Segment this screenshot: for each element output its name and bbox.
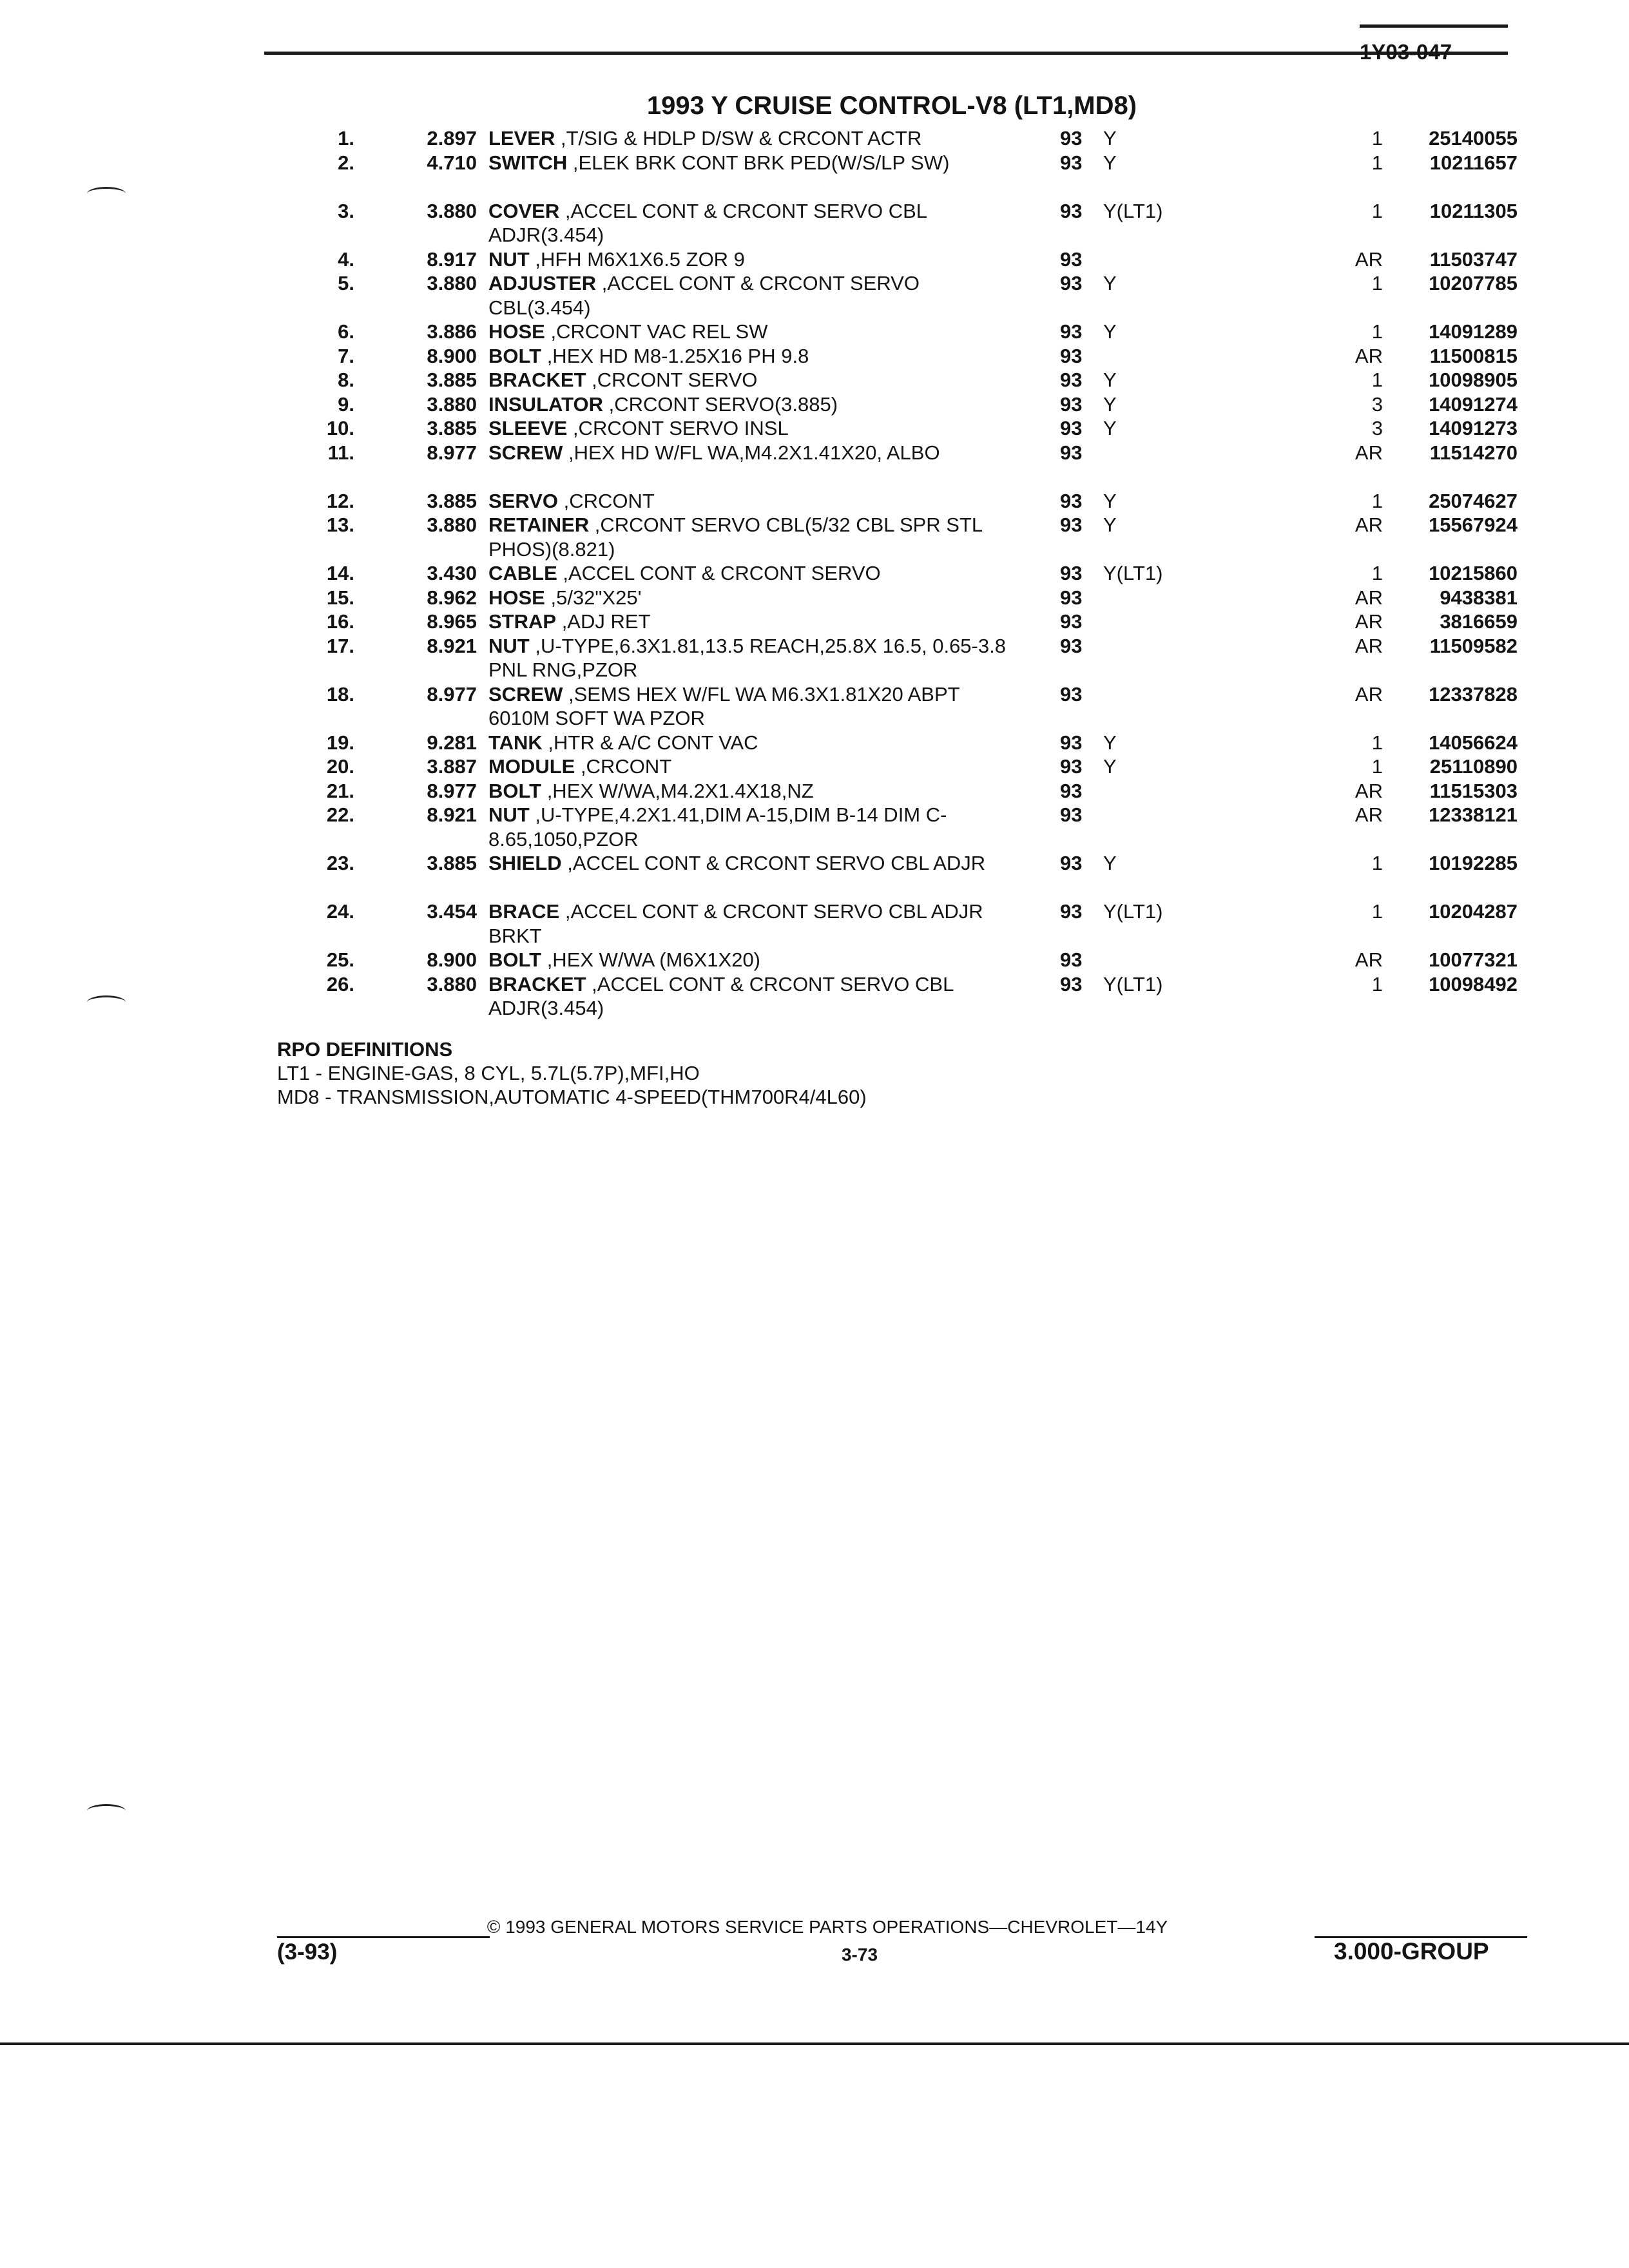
table-row — [0, 899, 1629, 948]
group-number: 3.880 — [427, 972, 477, 995]
part-description — [488, 851, 1017, 876]
part-name: SWITCH — [488, 151, 568, 174]
group-number: 3.885 — [427, 489, 477, 512]
item-number: 16. — [326, 610, 354, 633]
quantity: 3 — [1334, 416, 1383, 441]
rpo-line-md8: MD8 - TRANSMISSION,AUTOMATIC 4-SPEED(THM700R4/4L60) — [277, 1086, 867, 1108]
quantity: AR — [1334, 586, 1383, 610]
part-name: STRAP — [488, 610, 557, 633]
table-row — [0, 247, 1629, 272]
part-name: HOSE — [488, 320, 545, 343]
part-detail: ,CRCONT — [575, 755, 672, 778]
model-year: 93 — [1060, 586, 1109, 610]
part-detail: ,5/32"X25' — [545, 586, 642, 609]
part-name: BRACKET — [488, 369, 586, 391]
item-number: 23. — [326, 852, 354, 874]
part-name: BRACE — [488, 900, 560, 923]
table-row — [0, 271, 1629, 320]
model-year: 93 — [1060, 561, 1109, 586]
quantity: AR — [1334, 247, 1383, 272]
part-name: LEVER — [488, 127, 555, 149]
quantity: 1 — [1334, 899, 1383, 924]
quantity: AR — [1334, 634, 1383, 658]
part-detail: ,HFH M6X1X6.5 ZOR 9 — [529, 247, 745, 271]
part-number: 9438381 — [1440, 586, 1518, 609]
part-name: CABLE — [488, 562, 557, 584]
table-row — [0, 948, 1629, 972]
table-row — [0, 682, 1629, 731]
part-number: 10207785 — [1429, 272, 1518, 294]
model-code: Y — [1103, 151, 1183, 175]
item-number: 5. — [338, 272, 354, 294]
bottom-rule — [0, 2042, 1629, 2045]
quantity: AR — [1334, 344, 1383, 369]
group-number: 8.900 — [427, 344, 477, 367]
part-description — [488, 344, 1017, 369]
part-description — [488, 271, 1017, 320]
model-code: Y — [1103, 513, 1183, 537]
model-code: Y — [1103, 271, 1183, 296]
group-number: 3.880 — [427, 514, 477, 536]
part-name: MODULE — [488, 755, 575, 778]
part-number: 11500815 — [1429, 344, 1518, 367]
part-description — [488, 972, 1017, 1021]
item-number: 3. — [338, 199, 354, 222]
part-number: 11503747 — [1429, 247, 1518, 271]
part-detail: ,HEX HD M8-1.25X16 PH 9.8 — [541, 344, 809, 367]
part-detail: ,HEX HD W/FL WA,M4.2X1.41X20, ALBO — [563, 441, 940, 464]
part-number: 14091289 — [1429, 320, 1518, 343]
quantity: 3 — [1334, 392, 1383, 417]
part-description — [488, 682, 1017, 731]
part-number: 15567924 — [1429, 514, 1518, 536]
part-description — [488, 416, 1017, 441]
model-code: Y — [1103, 392, 1183, 417]
part-name: TANK — [488, 731, 543, 754]
part-description — [488, 247, 1017, 272]
item-number: 1. — [338, 127, 354, 149]
footer-copyright: © 1993 GENERAL MOTORS SERVICE PARTS OPERATIONS—CHEVROLET—14Y — [487, 1917, 1168, 1937]
part-name: COVER — [488, 199, 560, 222]
part-description — [488, 634, 1017, 682]
model-year: 93 — [1060, 513, 1109, 537]
part-number: 25110890 — [1429, 755, 1518, 778]
group-number: 8.965 — [427, 610, 477, 633]
quantity: AR — [1334, 682, 1383, 707]
item-number: 21. — [326, 779, 354, 802]
item-number: 9. — [338, 392, 354, 416]
table-row — [0, 320, 1629, 344]
model-year: 93 — [1060, 610, 1109, 634]
model-year: 93 — [1060, 247, 1109, 272]
model-year: 93 — [1060, 151, 1109, 175]
model-year: 93 — [1060, 851, 1109, 876]
part-description — [488, 126, 1017, 151]
part-detail: ,U-TYPE,6.3X1.81,13.5 REACH,25.8X 16.5, 0.65-3.8 PNL RNG,PZOR — [488, 634, 1006, 681]
model-code: Y — [1103, 731, 1183, 755]
part-number: 10098905 — [1429, 369, 1518, 391]
item-number: 14. — [326, 562, 354, 584]
table-row — [0, 392, 1629, 417]
group-number: 3.430 — [427, 562, 477, 584]
quantity: AR — [1334, 441, 1383, 465]
group-number: 3.880 — [427, 199, 477, 222]
part-description — [488, 779, 1017, 803]
model-code: Y(LT1) — [1103, 972, 1183, 997]
model-code: Y — [1103, 851, 1183, 876]
model-year: 93 — [1060, 271, 1109, 296]
model-code: Y — [1103, 320, 1183, 344]
item-number: 18. — [326, 682, 354, 706]
part-number: 10077321 — [1429, 948, 1518, 971]
part-number: 25140055 — [1429, 127, 1518, 149]
part-detail: ,ACCEL CONT & CRCONT SERVO CBL ADJR(3.454) — [488, 199, 927, 246]
group-number: 8.900 — [427, 948, 477, 971]
group-number: 8.977 — [427, 779, 477, 802]
item-number: 2. — [338, 151, 354, 174]
quantity: 1 — [1334, 489, 1383, 514]
footer-group: 3.000-GROUP — [1334, 1938, 1489, 1965]
part-name: BOLT — [488, 948, 542, 971]
footer-page-number: 3-73 — [841, 1945, 878, 1965]
model-code: Y(LT1) — [1103, 199, 1183, 224]
item-number: 20. — [326, 755, 354, 778]
item-number: 25. — [326, 948, 354, 971]
group-number: 8.921 — [427, 803, 477, 826]
part-detail: ,SEMS HEX W/FL WA M6.3X1.81X20 ABPT 6010M SOFT WA PZOR — [488, 682, 960, 729]
table-row — [0, 513, 1629, 561]
part-name: SCREW — [488, 682, 563, 706]
model-year: 93 — [1060, 199, 1109, 224]
table-row — [0, 416, 1629, 441]
table-row — [0, 634, 1629, 682]
model-year: 93 — [1060, 779, 1109, 803]
part-detail: ,T/SIG & HDLP D/SW & CRCONT ACTR — [555, 127, 922, 149]
group-number: 3.887 — [427, 755, 477, 778]
rpo-definitions — [277, 1037, 867, 1109]
model-year: 93 — [1060, 972, 1109, 997]
model-year: 93 — [1060, 392, 1109, 417]
part-number: 14056624 — [1429, 731, 1518, 754]
quantity: 1 — [1334, 754, 1383, 779]
group-number: 8.921 — [427, 634, 477, 657]
group-number: 3.880 — [427, 272, 477, 294]
parts-list — [0, 126, 1629, 1021]
part-number: 14091274 — [1429, 392, 1518, 416]
part-detail: ,HTR & A/C CONT VAC — [542, 731, 758, 754]
quantity: AR — [1334, 610, 1383, 634]
model-code: Y — [1103, 368, 1183, 392]
top-rule — [264, 52, 1508, 55]
part-name: BOLT — [488, 344, 542, 367]
item-number: 12. — [326, 489, 354, 512]
part-detail: ,ADJ RET — [556, 610, 651, 633]
part-number: 10204287 — [1429, 900, 1518, 923]
model-year: 93 — [1060, 754, 1109, 779]
group-number: 4.710 — [427, 151, 477, 174]
footer-date: (3-93) — [277, 1939, 338, 1965]
quantity: AR — [1334, 948, 1383, 972]
part-description — [488, 199, 1017, 247]
part-description — [488, 561, 1017, 586]
part-description — [488, 754, 1017, 779]
part-name: SERVO — [488, 489, 558, 512]
part-number: 10211305 — [1429, 199, 1518, 222]
item-number: 10. — [326, 417, 354, 439]
part-number: 14091273 — [1429, 417, 1518, 439]
group-number: 8.977 — [427, 441, 477, 464]
part-name: ADJUSTER — [488, 272, 597, 294]
item-number: 17. — [326, 634, 354, 657]
part-number: 11514270 — [1429, 441, 1518, 464]
part-detail: ,HEX W/WA (M6X1X20) — [541, 948, 761, 971]
part-number: 11509582 — [1429, 634, 1518, 657]
model-code: Y(LT1) — [1103, 899, 1183, 924]
part-detail: ,U-TYPE,4.2X1.41,DIM A-15,DIM B-14 DIM C-8.65,1050,PZOR — [488, 803, 947, 850]
part-description — [488, 803, 1017, 851]
part-description — [488, 368, 1017, 392]
model-year: 93 — [1060, 416, 1109, 441]
part-description — [488, 610, 1017, 634]
item-number: 7. — [338, 344, 354, 367]
part-name: SLEEVE — [488, 417, 568, 439]
group-number: 8.962 — [427, 586, 477, 609]
part-detail: ,ACCEL CONT & CRCONT SERVO CBL ADJR BRKT — [488, 900, 983, 947]
model-year: 93 — [1060, 368, 1109, 392]
part-detail: ,ACCEL CONT & CRCONT SERVO CBL(3.454) — [488, 272, 920, 319]
quantity: 1 — [1334, 561, 1383, 586]
part-number: 10098492 — [1429, 972, 1518, 995]
model-year: 93 — [1060, 320, 1109, 344]
part-number: 12338121 — [1429, 803, 1518, 826]
part-detail: ,ACCEL CONT & CRCONT SERVO CBL ADJR(3.454) — [488, 972, 954, 1019]
page-title: 1993 Y CRUISE CONTROL-V8 (LT1,MD8) — [646, 91, 1137, 120]
part-description — [488, 320, 1017, 344]
model-year: 93 — [1060, 489, 1109, 514]
group-number: 9.281 — [427, 731, 477, 754]
part-description — [488, 586, 1017, 610]
part-name: NUT — [488, 634, 530, 657]
model-year: 93 — [1060, 634, 1109, 658]
quantity: AR — [1334, 803, 1383, 827]
part-name: HOSE — [488, 586, 545, 609]
part-description — [488, 948, 1017, 972]
group-number: 3.885 — [427, 852, 477, 874]
table-row — [0, 610, 1629, 634]
model-code: Y — [1103, 489, 1183, 514]
model-year: 93 — [1060, 803, 1109, 827]
model-code: Y — [1103, 126, 1183, 151]
part-detail: ,ACCEL CONT & CRCONT SERVO — [557, 562, 881, 584]
item-number: 13. — [326, 514, 354, 536]
item-number: 19. — [326, 731, 354, 754]
part-number: 3816659 — [1440, 610, 1518, 633]
quantity: 1 — [1334, 199, 1383, 224]
binding-mark — [87, 1804, 126, 1818]
part-description — [488, 731, 1017, 755]
part-detail: ,CRCONT SERVO — [586, 369, 758, 391]
model-year: 93 — [1060, 731, 1109, 755]
model-year: 93 — [1060, 441, 1109, 465]
rpo-line-lt1: LT1 - ENGINE-GAS, 8 CYL, 5.7L(5.7P),MFI,HO — [277, 1062, 700, 1084]
page-id: 1Y03-047 — [1360, 40, 1452, 64]
part-detail: ,CRCONT SERVO(3.885) — [602, 392, 838, 416]
rpo-heading: RPO DEFINITIONS — [277, 1038, 453, 1061]
model-year: 93 — [1060, 344, 1109, 369]
part-detail: ,HEX W/WA,M4.2X1.4X18,NZ — [541, 779, 814, 802]
group-number: 8.917 — [427, 247, 477, 271]
table-row — [0, 754, 1629, 779]
model-code: Y(LT1) — [1103, 561, 1183, 586]
part-detail: ,CRCONT SERVO CBL(5/32 CBL SPR STL PHOS)(8.821) — [488, 514, 983, 561]
part-name: BRACKET — [488, 972, 586, 995]
table-row — [0, 561, 1629, 586]
group-number: 3.454 — [427, 900, 477, 923]
group-number: 2.897 — [427, 127, 477, 149]
part-name: BOLT — [488, 779, 542, 802]
part-description — [488, 513, 1017, 561]
part-description — [488, 899, 1017, 948]
part-detail: ,CRCONT VAC REL SW — [545, 320, 768, 343]
quantity: 1 — [1334, 368, 1383, 392]
model-code: Y — [1103, 416, 1183, 441]
group-number: 3.880 — [427, 392, 477, 416]
table-row — [0, 731, 1629, 755]
item-number: 24. — [326, 900, 354, 923]
part-description — [488, 151, 1017, 175]
top-rule-short — [1360, 24, 1508, 28]
part-detail: ,ELEK BRK CONT BRK PED(W/S/LP SW) — [567, 151, 950, 174]
part-description — [488, 489, 1017, 514]
part-name: SCREW — [488, 441, 563, 464]
part-description — [488, 392, 1017, 417]
table-row — [0, 344, 1629, 369]
part-number: 25074627 — [1429, 489, 1518, 512]
quantity: 1 — [1334, 972, 1383, 997]
model-code: Y — [1103, 754, 1183, 779]
part-name: NUT — [488, 803, 530, 826]
quantity: 1 — [1334, 731, 1383, 755]
group-number: 3.885 — [427, 417, 477, 439]
quantity: 1 — [1334, 151, 1383, 175]
part-number: 12337828 — [1429, 682, 1518, 706]
group-number: 8.977 — [427, 682, 477, 706]
part-detail: ,CRCONT — [557, 489, 655, 512]
table-row — [0, 151, 1629, 199]
table-row — [0, 851, 1629, 899]
item-number: 11. — [327, 441, 354, 464]
quantity: 1 — [1334, 126, 1383, 151]
table-row — [0, 803, 1629, 851]
part-name: INSULATOR — [488, 392, 603, 416]
quantity: 1 — [1334, 271, 1383, 296]
item-number: 22. — [326, 803, 354, 826]
table-row — [0, 972, 1629, 1021]
part-detail: ,CRCONT SERVO INSL — [567, 417, 789, 439]
model-year: 93 — [1060, 948, 1109, 972]
table-row — [0, 126, 1629, 151]
group-number: 3.885 — [427, 369, 477, 391]
model-year: 93 — [1060, 899, 1109, 924]
table-row — [0, 368, 1629, 392]
item-number: 26. — [326, 972, 354, 995]
part-number: 11515303 — [1429, 779, 1518, 802]
part-description — [488, 441, 1017, 465]
table-row — [0, 779, 1629, 803]
model-year: 93 — [1060, 126, 1109, 151]
part-name: NUT — [488, 247, 530, 271]
part-name: RETAINER — [488, 514, 590, 536]
item-number: 8. — [338, 369, 354, 391]
item-number: 6. — [338, 320, 354, 343]
item-number: 4. — [338, 247, 354, 271]
table-row — [0, 586, 1629, 610]
item-number: 15. — [326, 586, 354, 609]
part-number: 10215860 — [1429, 562, 1518, 584]
quantity: AR — [1334, 779, 1383, 803]
part-detail: ,ACCEL CONT & CRCONT SERVO CBL ADJR — [561, 852, 986, 874]
part-name: SHIELD — [488, 852, 562, 874]
quantity: 1 — [1334, 320, 1383, 344]
model-year: 93 — [1060, 682, 1109, 707]
part-number: 10211657 — [1429, 151, 1518, 174]
table-row — [0, 489, 1629, 514]
quantity: 1 — [1334, 851, 1383, 876]
group-number: 3.886 — [427, 320, 477, 343]
table-row — [0, 199, 1629, 247]
part-number: 10192285 — [1429, 852, 1518, 874]
table-row — [0, 441, 1629, 489]
quantity: AR — [1334, 513, 1383, 537]
